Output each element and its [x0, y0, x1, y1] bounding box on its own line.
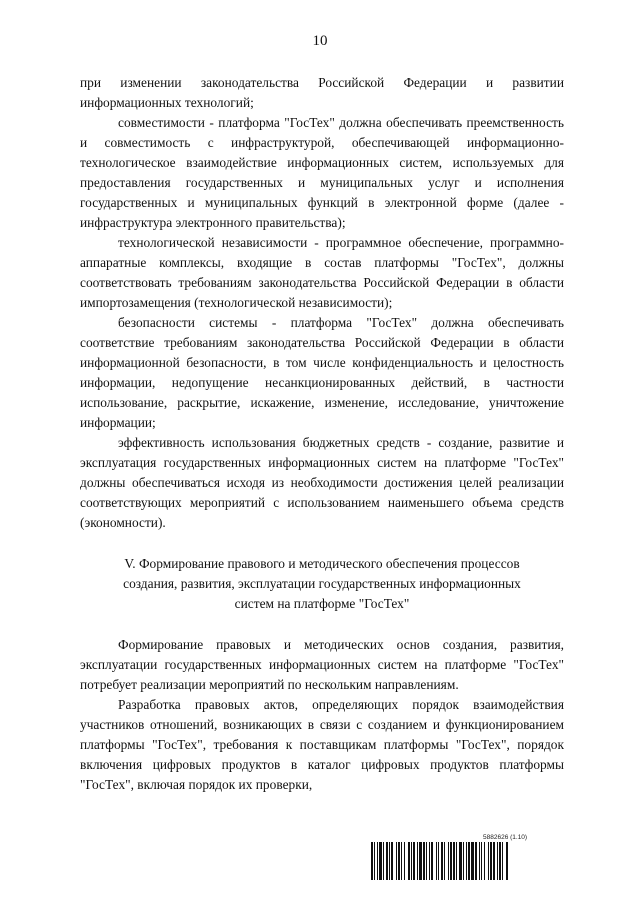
paragraph: безопасности системы - платформа "ГосТех" должна обеспечивать соответствие требованиям законодательства Российской Федерации в области информационной безопасности, в том числе конфиденциальность и целостность информации, недопущение несанкционированных действий, в частности использование, раскрытие, искажение, изменение, исследование, уничтожение информации; [80, 315, 564, 430]
section-heading-line: создания, развития, эксплуатации государственных информационных [123, 576, 521, 591]
paragraph: Формирование правовых и методических основ создания, развития, эксплуатации государственных информационных систем на платформе "ГосТех" потребует реализации мероприятий по нескольким направлениям. [80, 637, 564, 692]
section-heading [80, 554, 564, 614]
barcode-gap [508, 842, 509, 880]
paragraph: технологической независимости - программное обеспечение, программно-аппаратные комплексы, входящие в состав платформы "ГосТех", должны соответствовать требованиям законодательства Российской Федерации в области импортозамещения (технологической независимости); [80, 235, 564, 310]
barcode [371, 842, 590, 880]
page-number: 10 [312, 33, 328, 49]
document-code: 5882626 (1.10) [483, 834, 528, 841]
document-body [80, 73, 564, 795]
section-heading-line: систем на платформе "ГосТех" [234, 596, 410, 611]
section-heading-line: V. Формирование правового и методического обеспечения процессов [124, 556, 520, 571]
paragraph: эффективность использования бюджетных средств - создание, развитие и эксплуатация государственных информационных систем на платформе "ГосТех" должны обеспечиваться исходя из необходимости достижения целей реализации соответствующих мероприятий с использованием наименьшего объема средств (экономности). [80, 435, 564, 530]
paragraph: при изменении законодательства Российской Федерации и развитии информационных технологий; [80, 75, 564, 110]
paragraph: Разработка правовых актов, определяющих порядок взаимодействия участников отношений, возникающих в связи с созданием и функционированием платформы "ГосТех", требования к поставщикам платформы "ГосТех", порядок включения цифровых продуктов в каталог цифровых продуктов платформы "ГосТех", включая порядок их проверки, [80, 697, 564, 792]
paragraph: совместимости - платформа "ГосТех" должна обеспечивать преемственность и совместимость с инфраструктурой, обеспечивающей информационно-технологическое взаимодействие информационных систем, используемых для предоставления государственных и муниципальных услуг и исполнения государственных и муниципальных функций в электронной форме (далее - инфраструктура электронного правительства); [80, 115, 564, 230]
